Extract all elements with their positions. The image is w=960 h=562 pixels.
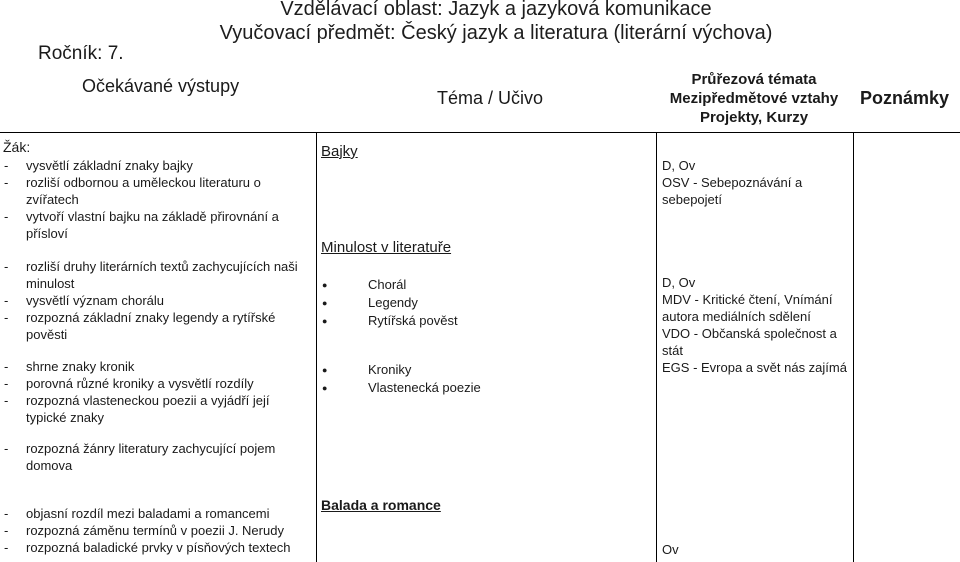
cross-subjects: D, Ov [662, 275, 696, 290]
cross-block-3 [662, 541, 852, 558]
column-header-outcomes: Očekávané výstupy [82, 76, 240, 96]
list-item: ● Kroniky [320, 361, 481, 379]
outcomes-group-5 [4, 505, 314, 556]
list-item: ● Chorál [320, 276, 458, 294]
list-item: - objasní rozdíl mezi baladami a romancemi [4, 505, 314, 522]
cross-header-line3: Projekty, Kurzy [699, 109, 809, 126]
outcomes-group-2 [4, 258, 304, 343]
pupil-label: Žák: [3, 139, 31, 155]
column-header-notes: Poznámky [860, 88, 950, 108]
list-item: ● Legendy [320, 294, 458, 312]
list-item: - vysvětlí význam chorálu [4, 292, 304, 309]
topic-minulost: Minulost v literatuře [321, 239, 452, 256]
column-header-cross [662, 70, 846, 127]
cross-subjects: Ov [662, 542, 679, 557]
list-item: - rozpozná záměnu termínů v poezii J. Nerudy [4, 522, 314, 539]
list-item: - rozpozná vlasteneckou poezii a vyjádří její typické znaky [4, 392, 300, 426]
list-item: - shrne znaky kronik [4, 358, 300, 375]
column-divider-2 [656, 132, 657, 562]
cross-topic: OSV - Sebepoznávání a sebepojetí [662, 175, 803, 207]
cross-block-2 [662, 274, 852, 376]
outcomes-group-3 [4, 358, 300, 426]
column-divider-3 [853, 132, 854, 562]
subject-title: Vyučovací předmět: Český jazyk a literatura (literární výchova) [219, 22, 773, 44]
cross-header-line2: Mezipředmětové vztahy [669, 90, 839, 107]
list-item: - rozliší druhy literárních textů zachycujících naši minulost [4, 258, 304, 292]
list-item: ● Vlastenecká poezie [320, 379, 481, 397]
list-item: - rozliší odbornou a uměleckou literaturu o zvířatech [4, 174, 294, 208]
topic-list-1 [320, 276, 458, 330]
cross-header-line1: Průřezová témata [691, 71, 817, 88]
grade-label: Ročník: 7. [38, 43, 124, 64]
outcomes-group-1 [4, 157, 294, 242]
topic-list-2 [320, 361, 481, 397]
list-item: - vytvoří vlastní bajku na základě přirovnání a přísloví [4, 208, 294, 242]
topic-balada: Balada a romance [321, 497, 441, 513]
list-item: - vysvětlí základní znaky bajky [4, 157, 294, 174]
subject-area-title: Vzdělávací oblast: Jazyk a jazyková komunikace [280, 0, 712, 20]
list-item: - porovná různé kroniky a vysvětlí rozdíly [4, 375, 300, 392]
list-item: - rozpozná základní znaky legendy a rytířské pověsti [4, 309, 304, 343]
topic-bajky: Bajky [321, 143, 358, 160]
outcomes-group-4 [4, 440, 304, 474]
cross-subjects: D, Ov [662, 158, 696, 173]
list-item: - rozpozná baladické prvky v písňových textech [4, 539, 314, 556]
cross-topic: EGS - Evropa a svět nás zajímá [662, 360, 847, 375]
header-divider [0, 132, 960, 133]
list-item: ● Rytířská pověst [320, 312, 458, 330]
cross-block-1 [662, 157, 852, 208]
list-item: - rozpozná žánry literatury zachycující pojem domova [4, 440, 304, 474]
column-divider-1 [316, 132, 317, 562]
column-header-topic: Téma / Učivo [437, 88, 544, 108]
cross-topic: VDO - Občanská společnost a stát [662, 326, 837, 358]
cross-topic: MDV - Kritické čtení, Vnímání autora mediálních sdělení [662, 292, 833, 324]
